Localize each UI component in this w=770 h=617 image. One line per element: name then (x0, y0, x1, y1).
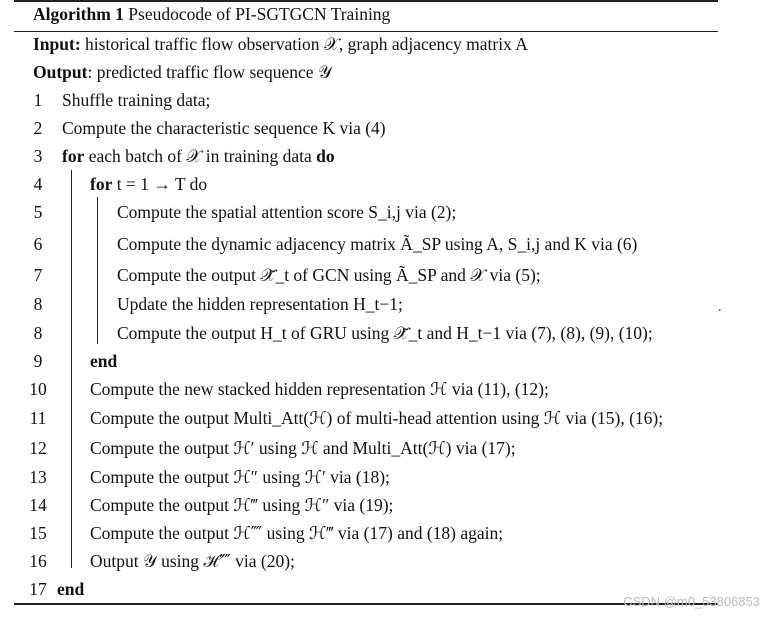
line-number: 5 (33, 202, 43, 222)
line-number: 4 (33, 174, 43, 194)
line-4 (90, 174, 207, 194)
line-3 (62, 146, 335, 166)
for-batch-block-bar (71, 170, 72, 568)
line-number: 6 (33, 234, 43, 254)
keyword-end: end (57, 579, 85, 599)
line-number: 11 (29, 408, 47, 428)
line-14-text: Compute the output ℋ‴ using ℋ″ via (19); (90, 495, 394, 515)
keyword-for: for (90, 174, 113, 194)
stray-dot: . (718, 300, 722, 315)
line-15-text: Compute the output ℋ⁗ using ℋ‴ via (17) and (18) again; (90, 523, 504, 543)
line-number: 13 (29, 467, 47, 487)
line-8-text: Update the hidden representation H_t−1; (117, 294, 403, 314)
line-9 (90, 351, 117, 371)
line-17 (57, 579, 84, 599)
line-number: 9 (33, 351, 43, 371)
top-rule (14, 0, 718, 2)
line-4-text: t = 1 → T do (116, 174, 208, 194)
input-label: Input: (33, 34, 81, 54)
for-t-block-bar (97, 197, 98, 344)
algorithm-caption (33, 4, 390, 25)
line-number: 8 (33, 323, 43, 343)
line-number: 7 (33, 265, 43, 285)
line-number: 3 (33, 146, 43, 166)
algorithm-title: Pseudocode of PI-SGTGCN Training (128, 4, 391, 24)
input-line (33, 34, 528, 54)
line-2-text: Compute the characteristic sequence K via (4) (62, 118, 386, 138)
line-number: 14 (29, 495, 47, 515)
line-8b-text: Compute the output H_t of GRU using 𝒳̃_t and H_t−1 via (7), (8), (9), (10); (117, 323, 653, 343)
caption-rule (14, 31, 718, 32)
algorithm-label: Algorithm 1 (33, 4, 124, 24)
keyword-do: do (316, 146, 335, 166)
line-number: 15 (29, 523, 47, 543)
output-line (33, 62, 332, 82)
line-13-text: Compute the output ℋ″ using ℋ′ via (18); (90, 467, 390, 487)
line-number: 2 (33, 118, 43, 138)
keyword-end: end (90, 351, 118, 371)
line-1-text: Shuffle training data; (62, 90, 211, 110)
line-11-text: Compute the output Multi_Att(ℋ) of multi-head attention using ℋ via (15), (16); (90, 408, 664, 428)
output-text: : predicted traffic flow sequence 𝒴 (87, 62, 332, 82)
line-10-text: Compute the new stacked hidden representation ℋ via (11), (12); (90, 379, 549, 399)
line-number: 17 (29, 579, 47, 599)
line-number: 16 (29, 551, 47, 571)
line-7-text: Compute the output 𝒳̃_t of GCN using Ã_SP and 𝒳 via (5); (117, 265, 541, 285)
line-number: 10 (29, 379, 47, 399)
keyword-for: for (62, 146, 85, 166)
line-12-text: Compute the output ℋ′ using ℋ and Multi_Att(ℋ) via (17); (90, 438, 516, 458)
line-number: 8 (33, 294, 43, 314)
input-text: historical traffic flow observation 𝒳, graph adjacency matrix A (85, 34, 528, 54)
line-6-text: Compute the dynamic adjacency matrix Ã_SP using A, S_i,j and K via (6) (117, 234, 638, 254)
line-16-text: Output 𝒴 using ℋ⁗ via (20); (90, 551, 295, 571)
bottom-rule (14, 603, 718, 605)
line-number: 1 (33, 90, 43, 110)
watermark: CSDN @m0_53806853 (623, 594, 760, 609)
output-label: Output (33, 62, 88, 82)
line-5-text: Compute the spatial attention score S_i,j via (2); (117, 202, 457, 222)
line-number: 12 (29, 438, 47, 458)
line-3-text: each batch of 𝒳 in training data (88, 146, 312, 166)
